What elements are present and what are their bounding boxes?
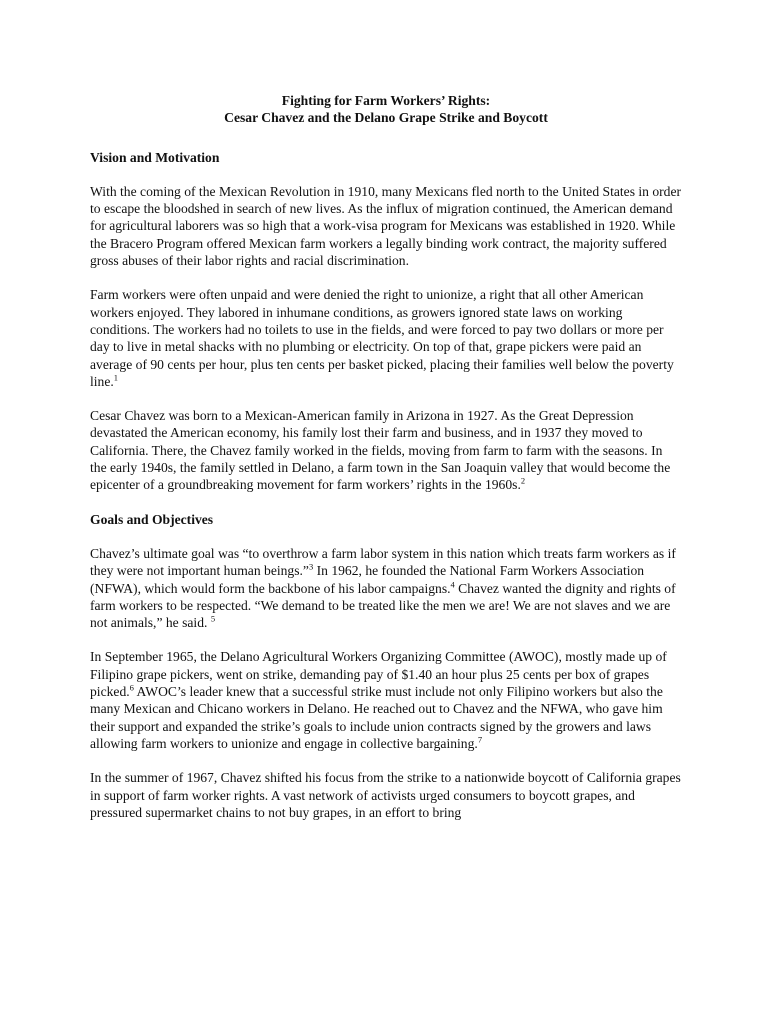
paragraph-text: With the coming of the Mexican Revolution in 1910, many Mexicans fled north to the United States in order to escape the bloodshed in search of new lives. As the influx of migration continued, the American demand for agricultural laborers was so high that a work-visa program for Mexicans was established in 1920. While the Bracero Program offered Mexican farm workers a legally binding work contract, the majority suffered gross abuses of their labor rights and racial discrimination. — [90, 183, 682, 269]
paragraph-text: In 1962, he founded the National Farm Workers Association (NFWA), which would form the backbone of his labor campaigns. — [90, 563, 645, 596]
paragraph-chavez-goal — [90, 545, 682, 631]
footnote-marker: 5 — [210, 613, 216, 624]
footnote-marker: 7 — [477, 734, 483, 745]
paragraph-awoc-strike — [90, 648, 682, 752]
section-heading-vision: Vision and Motivation — [90, 149, 220, 165]
paragraph-working-conditions — [90, 286, 682, 390]
paragraph-text: Cesar Chavez was born to a Mexican-American family in Arizona in 1927. As the Great Depression devastated the American economy, his family lost their farm and business, and in 1937 they moved to California. There, the Chavez family worked in the fields, moving from farm to farm with the seasons. In the early 1940s, the family settled in Delano, a farm town in the San Joaquin valley that would become the epicenter of a groundbreaking movement for farm workers’ rights in the 1960s. — [90, 408, 671, 493]
paragraph-chavez-biography — [90, 407, 682, 493]
footnote-marker: 4 — [450, 579, 455, 589]
document-title — [90, 92, 682, 127]
paragraph-boycott — [90, 769, 682, 821]
section-heading-goals: Goals and Objectives — [90, 511, 214, 527]
footnote-marker: 2 — [520, 475, 526, 486]
paragraph-text: Chavez’s ultimate goal was “to overthrow a farm labor system in this nation which treats farm workers as if they were not important human beings.” — [90, 545, 676, 579]
title-line-2: Cesar Chavez and the Delano Grape Strike and Boycott — [224, 110, 548, 126]
paragraph-text: In the summer of 1967, Chavez shifted his focus from the strike to a nationwide boycott of California grapes in support of farm worker rights. A vast network of activists urged consumers to boycott grapes, and pressured supermarket chains to not buy grapes, in an effort to bring — [90, 770, 681, 820]
title-line-1: Fighting for Farm Workers’ Rights: — [281, 93, 491, 108]
footnote-marker: 3 — [308, 561, 314, 572]
paragraph-text: In September 1965, the Delano Agricultural Workers Organizing Committee (AWOC), mostly made up of Filipino grape pickers, went on strike, demanding pay of $1.40 an hour plus 25 cents per box of grapes picked. — [90, 649, 667, 700]
paragraph-text: Farm workers were often unpaid and were denied the right to unionize, a right that all other American workers enjoyed. They labored in inhumane conditions, as growers ignored state laws on working conditions. The workers had no toilets to use in the fields, and were forced to pay two dollars or more per day to live in metal shacks with no plumbing or electricity. On top of that, grape pickers were paid an average of 90 cents per hour, plus ten cents per basket picked, placing their families well below the poverty line. — [90, 287, 674, 389]
document-body — [90, 92, 682, 838]
paragraph-text: AWOC’s leader knew that a successful strike must include not only Filipino workers but also the many Mexican and Chicano workers in Delano. He reached out to Chavez and the NFWA, who gave him their support and expanded the strike’s goals to include union contracts signed by the growers and laws allowing farm workers to unionize and engage in collective bargaining. — [90, 684, 663, 751]
paragraph-text: Chavez wanted the dignity and rights of farm workers to be respected. “We demand to be treated like the men we are! We are not slaves and we are not animals,” he said. — [90, 580, 676, 631]
paragraph-mexican-revolution — [90, 183, 682, 269]
footnote-marker: 1 — [113, 372, 119, 383]
footnote-marker: 6 — [129, 682, 134, 693]
